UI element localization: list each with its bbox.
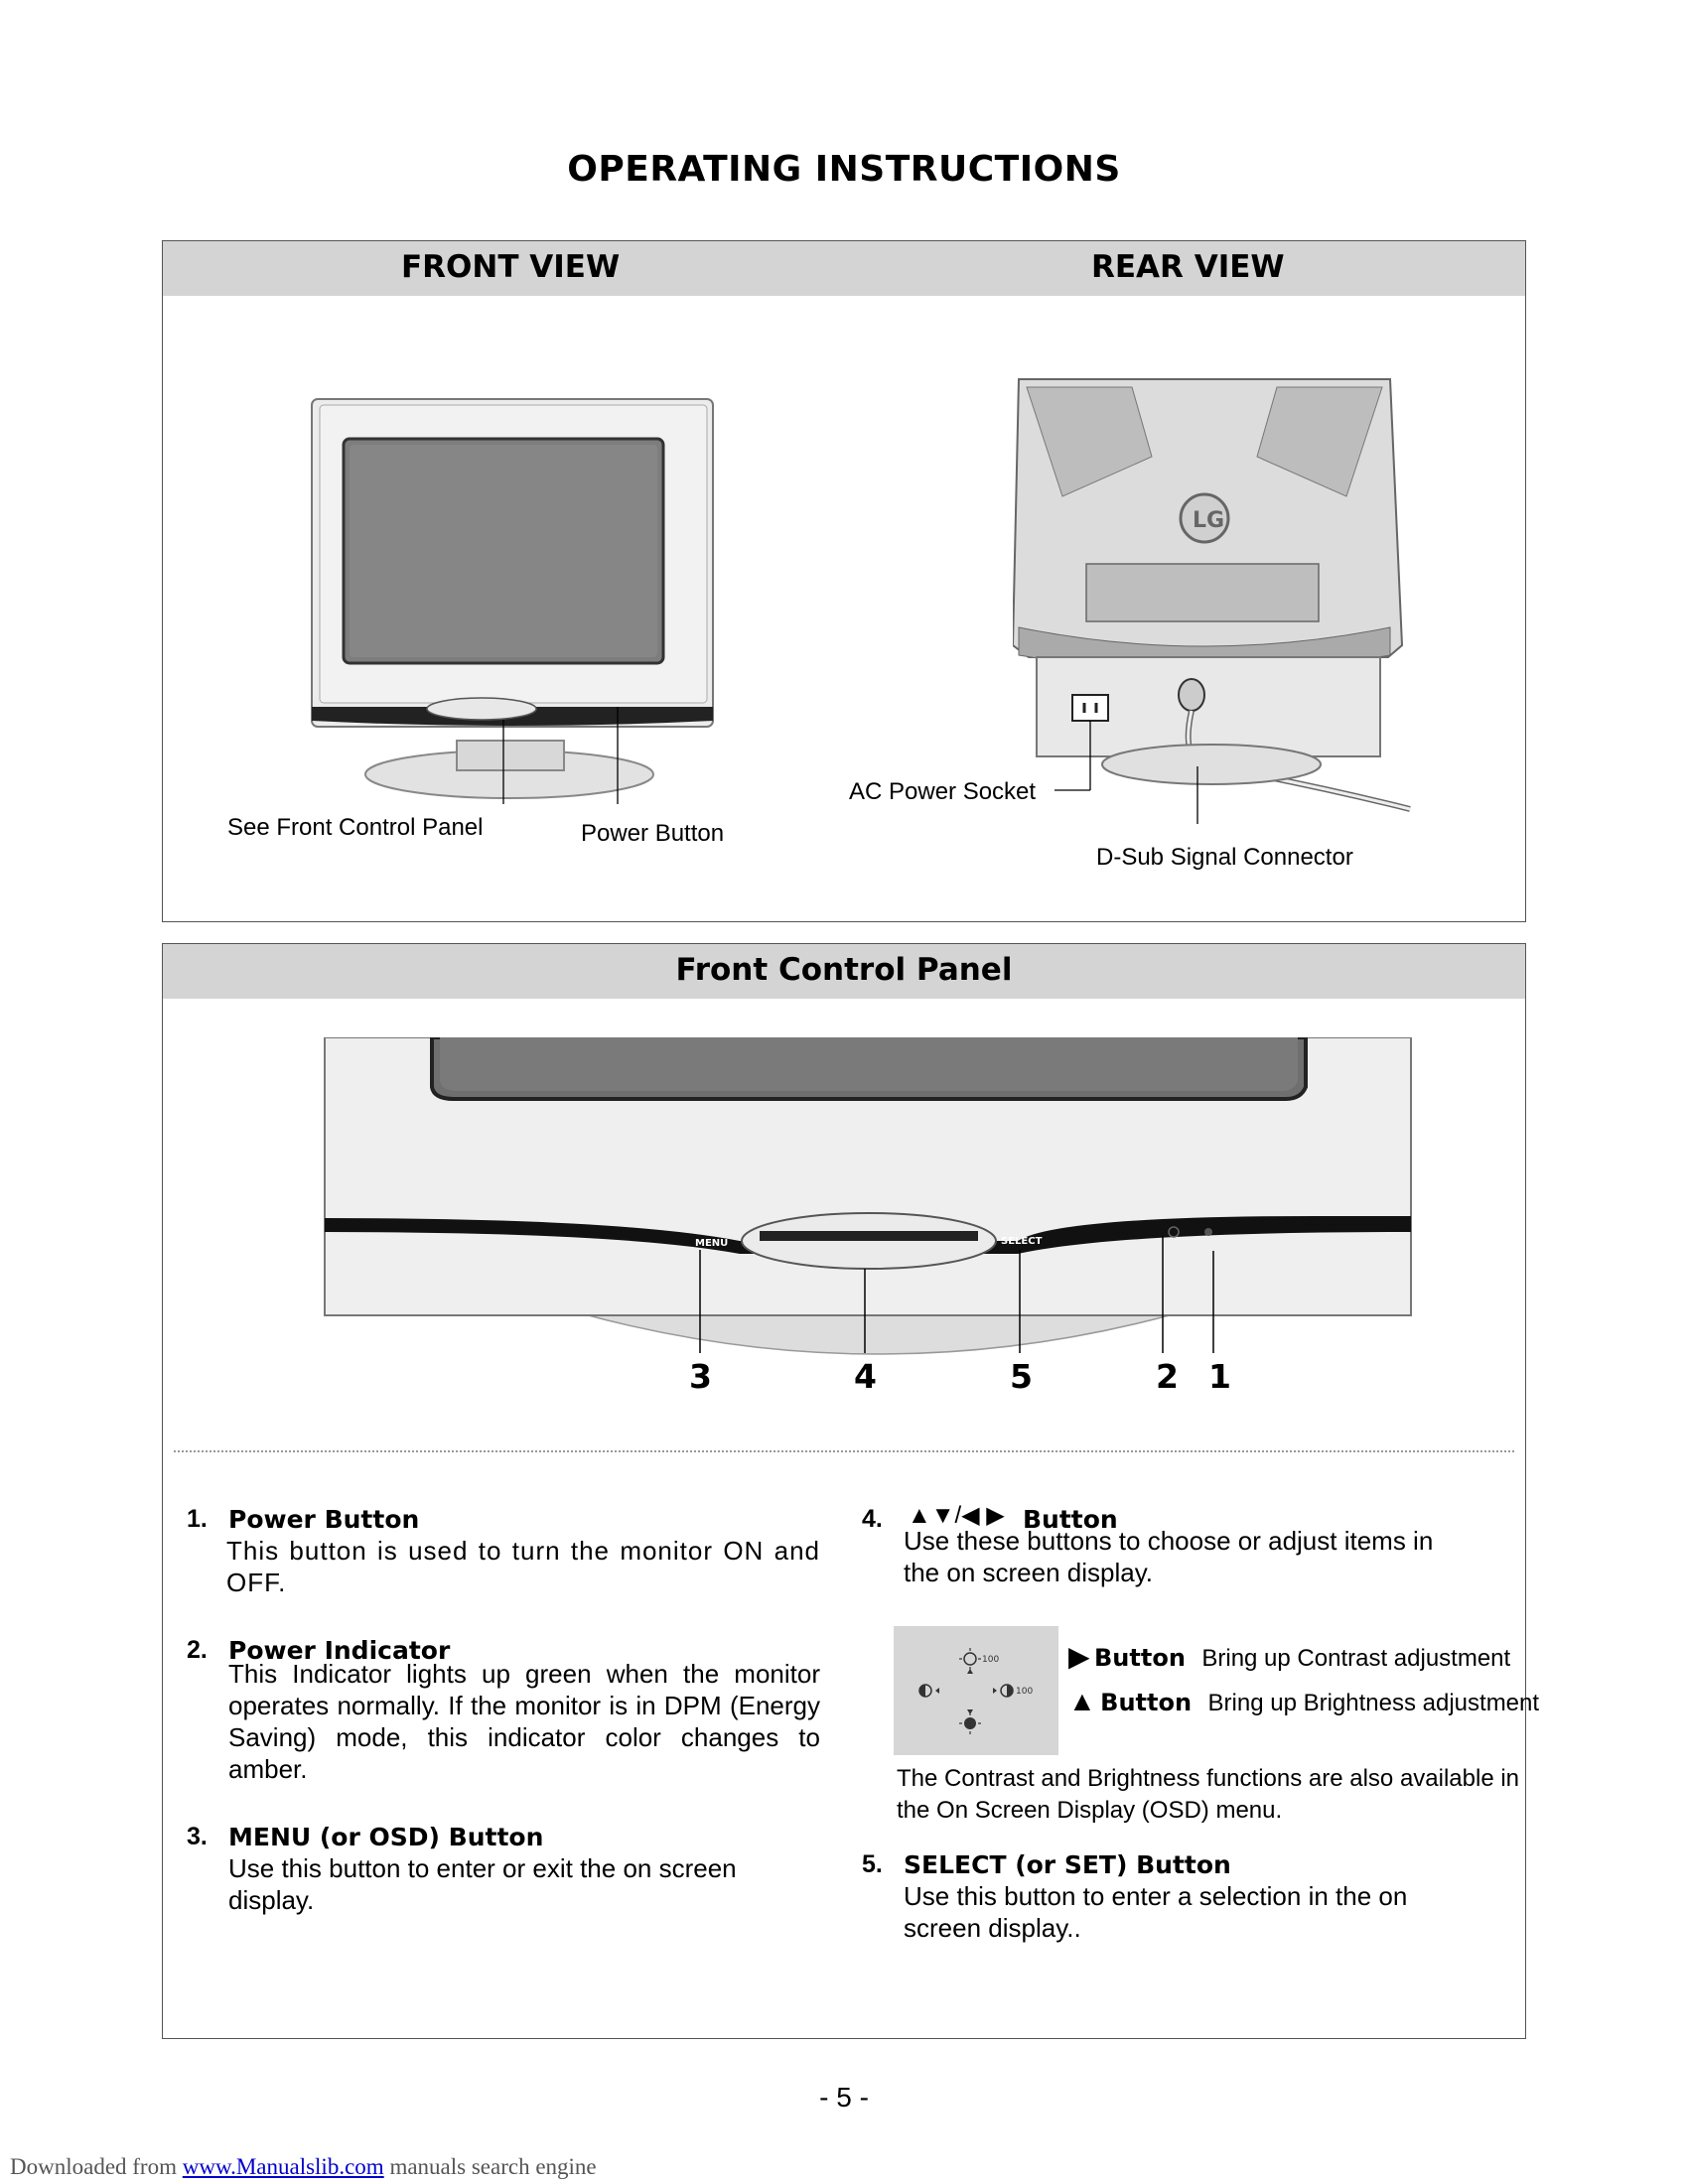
- ac-power-socket-label: AC Power Socket: [849, 778, 1037, 805]
- dsub-connector-label: D-Sub Signal Connector: [1096, 844, 1353, 871]
- item-description: This Indicator lights up green when the monitor operates normally. If the monitor is in DPM (Energy Saving) mode, this indicator color changes to amber.: [228, 1659, 820, 1784]
- front-view-illustration: [298, 387, 755, 804]
- item-number: 2.: [187, 1636, 208, 1664]
- front-view-heading: FRONT VIEW: [401, 249, 621, 285]
- item-title: Power Button: [228, 1505, 420, 1534]
- callout-1: 1: [1208, 1357, 1231, 1396]
- item-number: 1.: [187, 1505, 208, 1533]
- lg-logo: LG: [1193, 508, 1225, 533]
- osd-value-right: 100: [1016, 1687, 1034, 1697]
- right-button-label: Button: [1094, 1644, 1186, 1672]
- osd-availability-note: The Contrast and Brightness functions are also available in the On Screen Display (OSD) menu.: [897, 1765, 1520, 1824]
- up-button-desc: Bring up Brightness adjustment: [1207, 1690, 1540, 1716]
- callout-4: 4: [854, 1357, 877, 1396]
- item-description: Use this button to enter or exit the on screen display.: [228, 1853, 737, 1915]
- callout-2: 2: [1156, 1357, 1179, 1396]
- item-description: Use this button to enter a selection in the on screen display..: [904, 1881, 1408, 1943]
- right-arrow-icon: ▶: [1068, 1641, 1090, 1672]
- panel-select-label: SELECT: [1001, 1236, 1043, 1247]
- callout-5: 5: [1010, 1357, 1033, 1396]
- footer-suffix: manuals search engine: [383, 2154, 597, 2179]
- item-description: This button is used to turn the monitor ON and OFF.: [226, 1536, 820, 1597]
- osd-example-thumbnail: [894, 1626, 1058, 1755]
- manualslib-link[interactable]: www.Manualslib.com: [182, 2154, 384, 2179]
- footer-prefix: Downloaded from: [10, 2154, 183, 2179]
- brightness-icon: [964, 1653, 976, 1665]
- up-arrow-icon: ▲: [1068, 1686, 1096, 1716]
- see-front-panel-label: See Front Control Panel: [227, 814, 484, 841]
- item-title: SELECT (or SET) Button: [904, 1850, 1231, 1879]
- rear-view-illustration: [1013, 367, 1430, 824]
- callout-3: 3: [689, 1357, 712, 1396]
- item-title: MENU (or OSD) Button: [228, 1823, 544, 1851]
- item-number: 3.: [187, 1823, 208, 1850]
- item-description: Use these buttons to choose or adjust items in the on screen display.: [904, 1526, 1434, 1587]
- control-panel-illustration: [323, 1037, 1415, 1365]
- page-title: OPERATING INSTRUCTIONS: [567, 149, 1121, 190]
- up-button-label: Button: [1100, 1689, 1193, 1716]
- item-title: Button: [1023, 1505, 1118, 1534]
- right-button-row: [1068, 1640, 1510, 1673]
- item-number: 4.: [862, 1505, 883, 1533]
- up-button-row: [1068, 1686, 1539, 1717]
- item-number: 5.: [862, 1850, 883, 1878]
- control-panel-header: [163, 944, 1525, 999]
- osd-value-top: 100: [982, 1655, 1000, 1665]
- rear-view-heading: REAR VIEW: [1091, 249, 1285, 285]
- arrow-buttons-icon: ▲▼/◀ ▶: [908, 1502, 1005, 1529]
- views-box-header: [163, 241, 1525, 296]
- panel-menu-label: MENU: [695, 1238, 729, 1249]
- page-number: - 5 -: [819, 2082, 869, 2113]
- section-divider: [174, 1450, 1514, 1452]
- power-button-label: Power Button: [581, 820, 725, 847]
- download-footer: [10, 2154, 597, 2180]
- item-title: Power Indicator: [228, 1636, 451, 1665]
- front-control-panel-heading: Front Control Panel: [675, 952, 1013, 988]
- right-button-desc: Bring up Contrast adjustment: [1201, 1645, 1511, 1672]
